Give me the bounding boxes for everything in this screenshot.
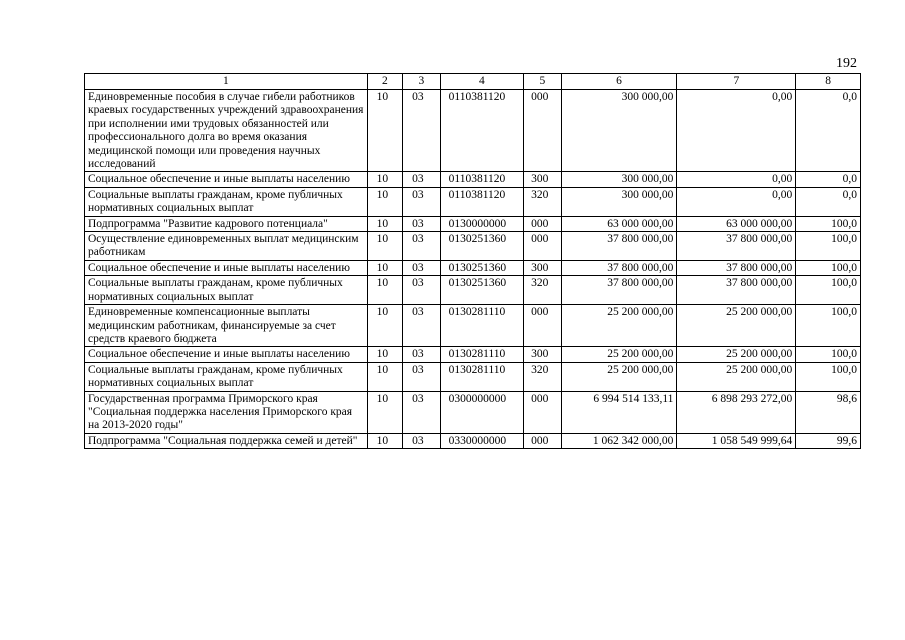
executed-amount-cell: 1 058 549 999,64 (677, 433, 796, 448)
planned-amount-cell: 300 000,00 (561, 172, 677, 187)
target-article-cell: 0110381120 (440, 187, 523, 216)
executed-amount-cell: 6 898 293 272,00 (677, 391, 796, 433)
execution-percent-cell: 0,0 (796, 172, 861, 187)
target-article-cell: 0130251360 (440, 232, 523, 261)
executed-amount-cell: 25 200 000,00 (677, 305, 796, 347)
section-code-cell: 10 (367, 276, 402, 305)
column-header: 4 (440, 74, 523, 90)
subsection-code-cell: 03 (403, 216, 441, 231)
execution-percent-cell: 0,0 (796, 187, 861, 216)
subsection-code-cell: 03 (403, 172, 441, 187)
planned-amount-cell: 25 200 000,00 (561, 347, 677, 362)
executed-amount-cell: 37 800 000,00 (677, 276, 796, 305)
table-row (85, 216, 861, 231)
section-code-cell: 10 (367, 90, 402, 172)
target-article-cell: 0130251360 (440, 260, 523, 275)
expense-type-cell: 000 (524, 216, 562, 231)
subsection-code-cell: 03 (403, 347, 441, 362)
row-name-cell: Социальные выплаты гражданам, кроме публичных нормативных социальных выплат (85, 276, 368, 305)
column-header: 6 (561, 74, 677, 90)
row-name-cell: Государственная программа Приморского края "Социальная поддержка населения Приморского края на 2013-2020 годы" (85, 391, 368, 433)
row-name-cell: Единовременные компенсационные выплаты медицинским работникам, финансируемые за счет средств краевого бюджета (85, 305, 368, 347)
execution-percent-cell: 100,0 (796, 362, 861, 391)
table-header-row (85, 74, 861, 90)
expense-type-cell: 300 (524, 260, 562, 275)
section-code-cell: 10 (367, 347, 402, 362)
section-code-cell: 10 (367, 172, 402, 187)
row-name-cell: Социальное обеспечение и иные выплаты населению (85, 260, 368, 275)
target-article-cell: 0130281110 (440, 362, 523, 391)
expense-type-cell: 320 (524, 362, 562, 391)
section-code-cell: 10 (367, 362, 402, 391)
target-article-cell: 0130281110 (440, 347, 523, 362)
execution-percent-cell: 100,0 (796, 305, 861, 347)
expense-type-cell: 000 (524, 391, 562, 433)
execution-percent-cell: 100,0 (796, 347, 861, 362)
planned-amount-cell: 37 800 000,00 (561, 232, 677, 261)
planned-amount-cell: 6 994 514 133,11 (561, 391, 677, 433)
executed-amount-cell: 0,00 (677, 187, 796, 216)
row-name-cell: Социальные выплаты гражданам, кроме публичных нормативных социальных выплат (85, 187, 368, 216)
planned-amount-cell: 1 062 342 000,00 (561, 433, 677, 448)
table-row (85, 391, 861, 433)
planned-amount-cell: 300 000,00 (561, 187, 677, 216)
planned-amount-cell: 37 800 000,00 (561, 260, 677, 275)
table-row (85, 347, 861, 362)
execution-percent-cell: 100,0 (796, 232, 861, 261)
table-row (85, 260, 861, 275)
subsection-code-cell: 03 (403, 260, 441, 275)
target-article-cell: 0130251360 (440, 276, 523, 305)
executed-amount-cell: 37 800 000,00 (677, 232, 796, 261)
subsection-code-cell: 03 (403, 391, 441, 433)
expense-type-cell: 000 (524, 232, 562, 261)
section-code-cell: 10 (367, 391, 402, 433)
section-code-cell: 10 (367, 232, 402, 261)
row-name-cell: Социальное обеспечение и иные выплаты населению (85, 172, 368, 187)
planned-amount-cell: 25 200 000,00 (561, 305, 677, 347)
execution-percent-cell: 100,0 (796, 276, 861, 305)
execution-percent-cell: 0,0 (796, 90, 861, 172)
target-article-cell: 0110381120 (440, 172, 523, 187)
column-header: 2 (367, 74, 402, 90)
row-name-cell: Осуществление единовременных выплат медицинским работникам (85, 232, 368, 261)
section-code-cell: 10 (367, 216, 402, 231)
section-code-cell: 10 (367, 433, 402, 448)
subsection-code-cell: 03 (403, 362, 441, 391)
execution-percent-cell: 100,0 (796, 216, 861, 231)
section-code-cell: 10 (367, 187, 402, 216)
execution-percent-cell: 100,0 (796, 260, 861, 275)
column-header: 7 (677, 74, 796, 90)
subsection-code-cell: 03 (403, 232, 441, 261)
expense-type-cell: 000 (524, 433, 562, 448)
column-header: 5 (524, 74, 562, 90)
planned-amount-cell: 300 000,00 (561, 90, 677, 172)
executed-amount-cell: 0,00 (677, 90, 796, 172)
table-row (85, 187, 861, 216)
row-name-cell: Социальное обеспечение и иные выплаты населению (85, 347, 368, 362)
row-name-cell: Подпрограмма "Социальная поддержка семей и детей" (85, 433, 368, 448)
executed-amount-cell: 63 000 000,00 (677, 216, 796, 231)
table-row (85, 172, 861, 187)
table-row (85, 305, 861, 347)
row-name-cell: Единовременные пособия в случае гибели работников краевых государственных учреждений здравоохранения при исполнении ими трудовых обязанностей или профессионального долга во время оказания медицинской помощи или проведения научных исследований (85, 90, 368, 172)
expense-type-cell: 320 (524, 276, 562, 305)
subsection-code-cell: 03 (403, 90, 441, 172)
section-code-cell: 10 (367, 305, 402, 347)
executed-amount-cell: 37 800 000,00 (677, 260, 796, 275)
planned-amount-cell: 25 200 000,00 (561, 362, 677, 391)
table-row (85, 232, 861, 261)
target-article-cell: 0130281110 (440, 305, 523, 347)
planned-amount-cell: 63 000 000,00 (561, 216, 677, 231)
table-row (85, 90, 861, 172)
expense-type-cell: 300 (524, 172, 562, 187)
subsection-code-cell: 03 (403, 305, 441, 347)
expense-type-cell: 000 (524, 305, 562, 347)
subsection-code-cell: 03 (403, 187, 441, 216)
subsection-code-cell: 03 (403, 276, 441, 305)
budget-table (84, 73, 861, 449)
table-row (85, 276, 861, 305)
row-name-cell: Подпрограмма "Развитие кадрового потенциала" (85, 216, 368, 231)
planned-amount-cell: 37 800 000,00 (561, 276, 677, 305)
target-article-cell: 0110381120 (440, 90, 523, 172)
column-header: 8 (796, 74, 861, 90)
table-row (85, 433, 861, 448)
expense-type-cell: 000 (524, 90, 562, 172)
target-article-cell: 0130000000 (440, 216, 523, 231)
page-number: 192 (836, 56, 857, 71)
column-header: 1 (85, 74, 368, 90)
table-row (85, 362, 861, 391)
execution-percent-cell: 99,6 (796, 433, 861, 448)
executed-amount-cell: 0,00 (677, 172, 796, 187)
section-code-cell: 10 (367, 260, 402, 275)
row-name-cell: Социальные выплаты гражданам, кроме публичных нормативных социальных выплат (85, 362, 368, 391)
expense-type-cell: 320 (524, 187, 562, 216)
target-article-cell: 0330000000 (440, 433, 523, 448)
execution-percent-cell: 98,6 (796, 391, 861, 433)
executed-amount-cell: 25 200 000,00 (677, 347, 796, 362)
target-article-cell: 0300000000 (440, 391, 523, 433)
executed-amount-cell: 25 200 000,00 (677, 362, 796, 391)
subsection-code-cell: 03 (403, 433, 441, 448)
column-header: 3 (403, 74, 441, 90)
expense-type-cell: 300 (524, 347, 562, 362)
